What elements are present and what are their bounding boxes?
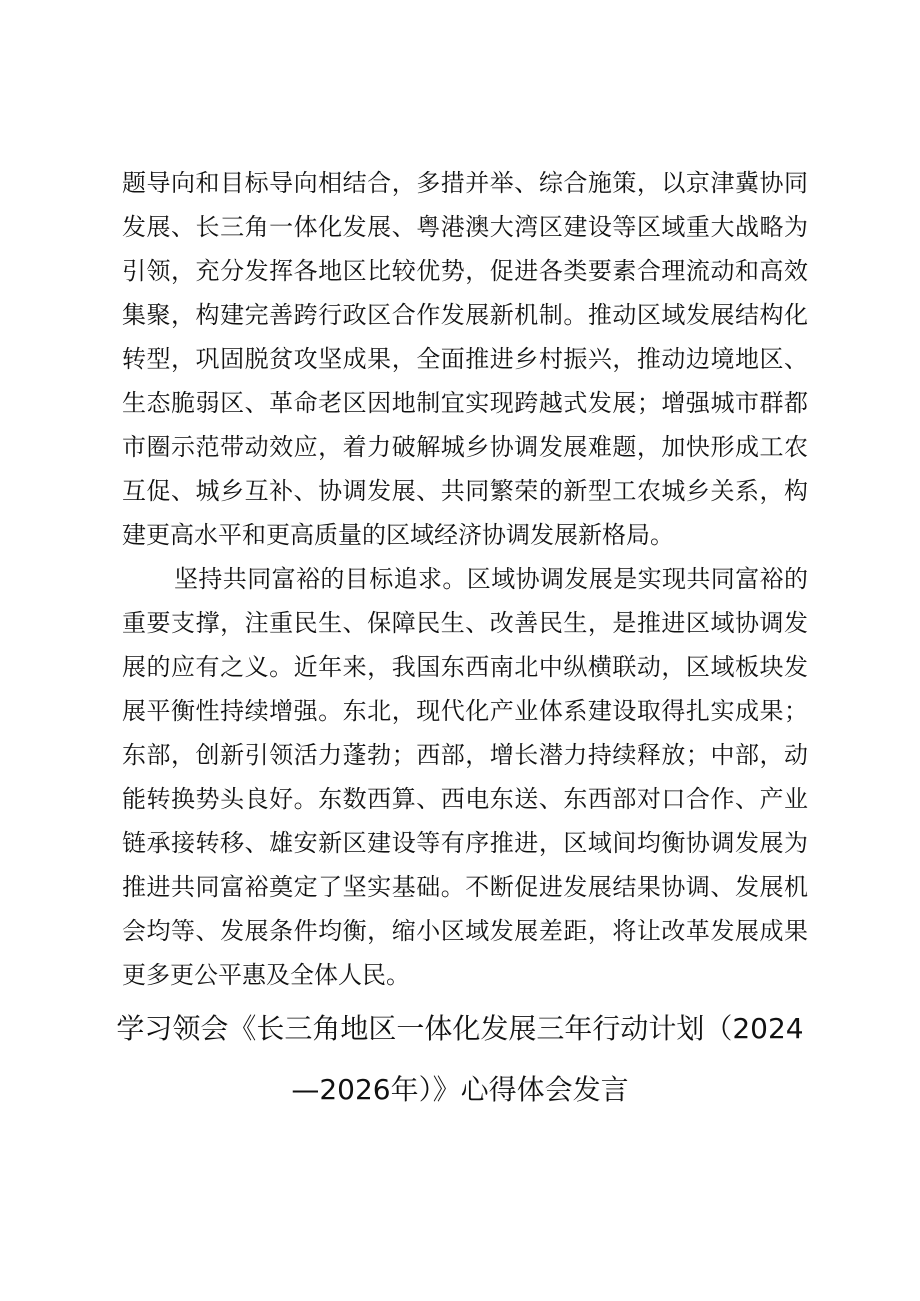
text-line: 发展、长三角一体化发展、粤港澳大湾区建设等区域重大战略为: [122, 213, 808, 241]
text-line: 题导向和目标导向相结合，多措并举、综合施策，以京津冀协同: [122, 169, 808, 197]
text-line: 展的应有之义。近年来，我国东西南北中纵横联动，区域板块发: [122, 653, 808, 681]
text-line: 东部，创新引领活力蓬勃；西部，增长潜力持续释放；中部，动: [122, 741, 808, 769]
text-line: 展平衡性持续增强。东北，现代化产业体系建设取得扎实成果；: [122, 697, 808, 725]
text-line: 能转换势头良好。东数西算、西电东送、东西部对口合作、产业: [122, 785, 808, 813]
heading-line-1: 学习领会《长三角地区一体化发展三年行动计划（2024: [116, 1012, 804, 1045]
text-line: 会均等、发展条件均衡，缩小区域发展差距，将让改革发展成果: [122, 917, 808, 945]
text-line: 坚持共同富裕的目标追求。区域协调发展是实现共同富裕的: [174, 565, 808, 593]
text-line: 市圈示范带动效应，着力破解城乡协调发展难题，加快形成工农: [122, 433, 808, 461]
text-line: 转型，巩固脱贫攻坚成果，全面推进乡村振兴，推动边境地区、: [122, 345, 808, 373]
text-line: 生态脆弱区、革命老区因地制宜实现跨越式发展；增强城市群都: [122, 389, 808, 417]
heading-line-2: —2026年）》心得体会发言: [291, 1073, 629, 1106]
text-line: 重要支撑，注重民生、保障民生、改善民生，是推进区域协调发: [122, 609, 808, 637]
text-line: 引领，充分发挥各地区比较优势，促进各类要素合理流动和高效: [122, 257, 808, 285]
text-line: 建更高水平和更高质量的区域经济协调发展新格局。: [122, 521, 674, 549]
text-line: 集聚，构建完善跨行政区合作发展新机制。推动区域发展结构化: [122, 301, 808, 329]
text-line: 互促、城乡互补、协调发展、共同繁荣的新型工农城乡关系，构: [122, 477, 808, 505]
text-line: 链承接转移、雄安新区建设等有序推进，区域间均衡协调发展为: [122, 829, 808, 857]
text-line: 更多更公平惠及全体人民。: [122, 961, 410, 989]
text-line: 推进共同富裕奠定了坚实基础。不断促进发展结果协调、发展机: [122, 873, 808, 901]
